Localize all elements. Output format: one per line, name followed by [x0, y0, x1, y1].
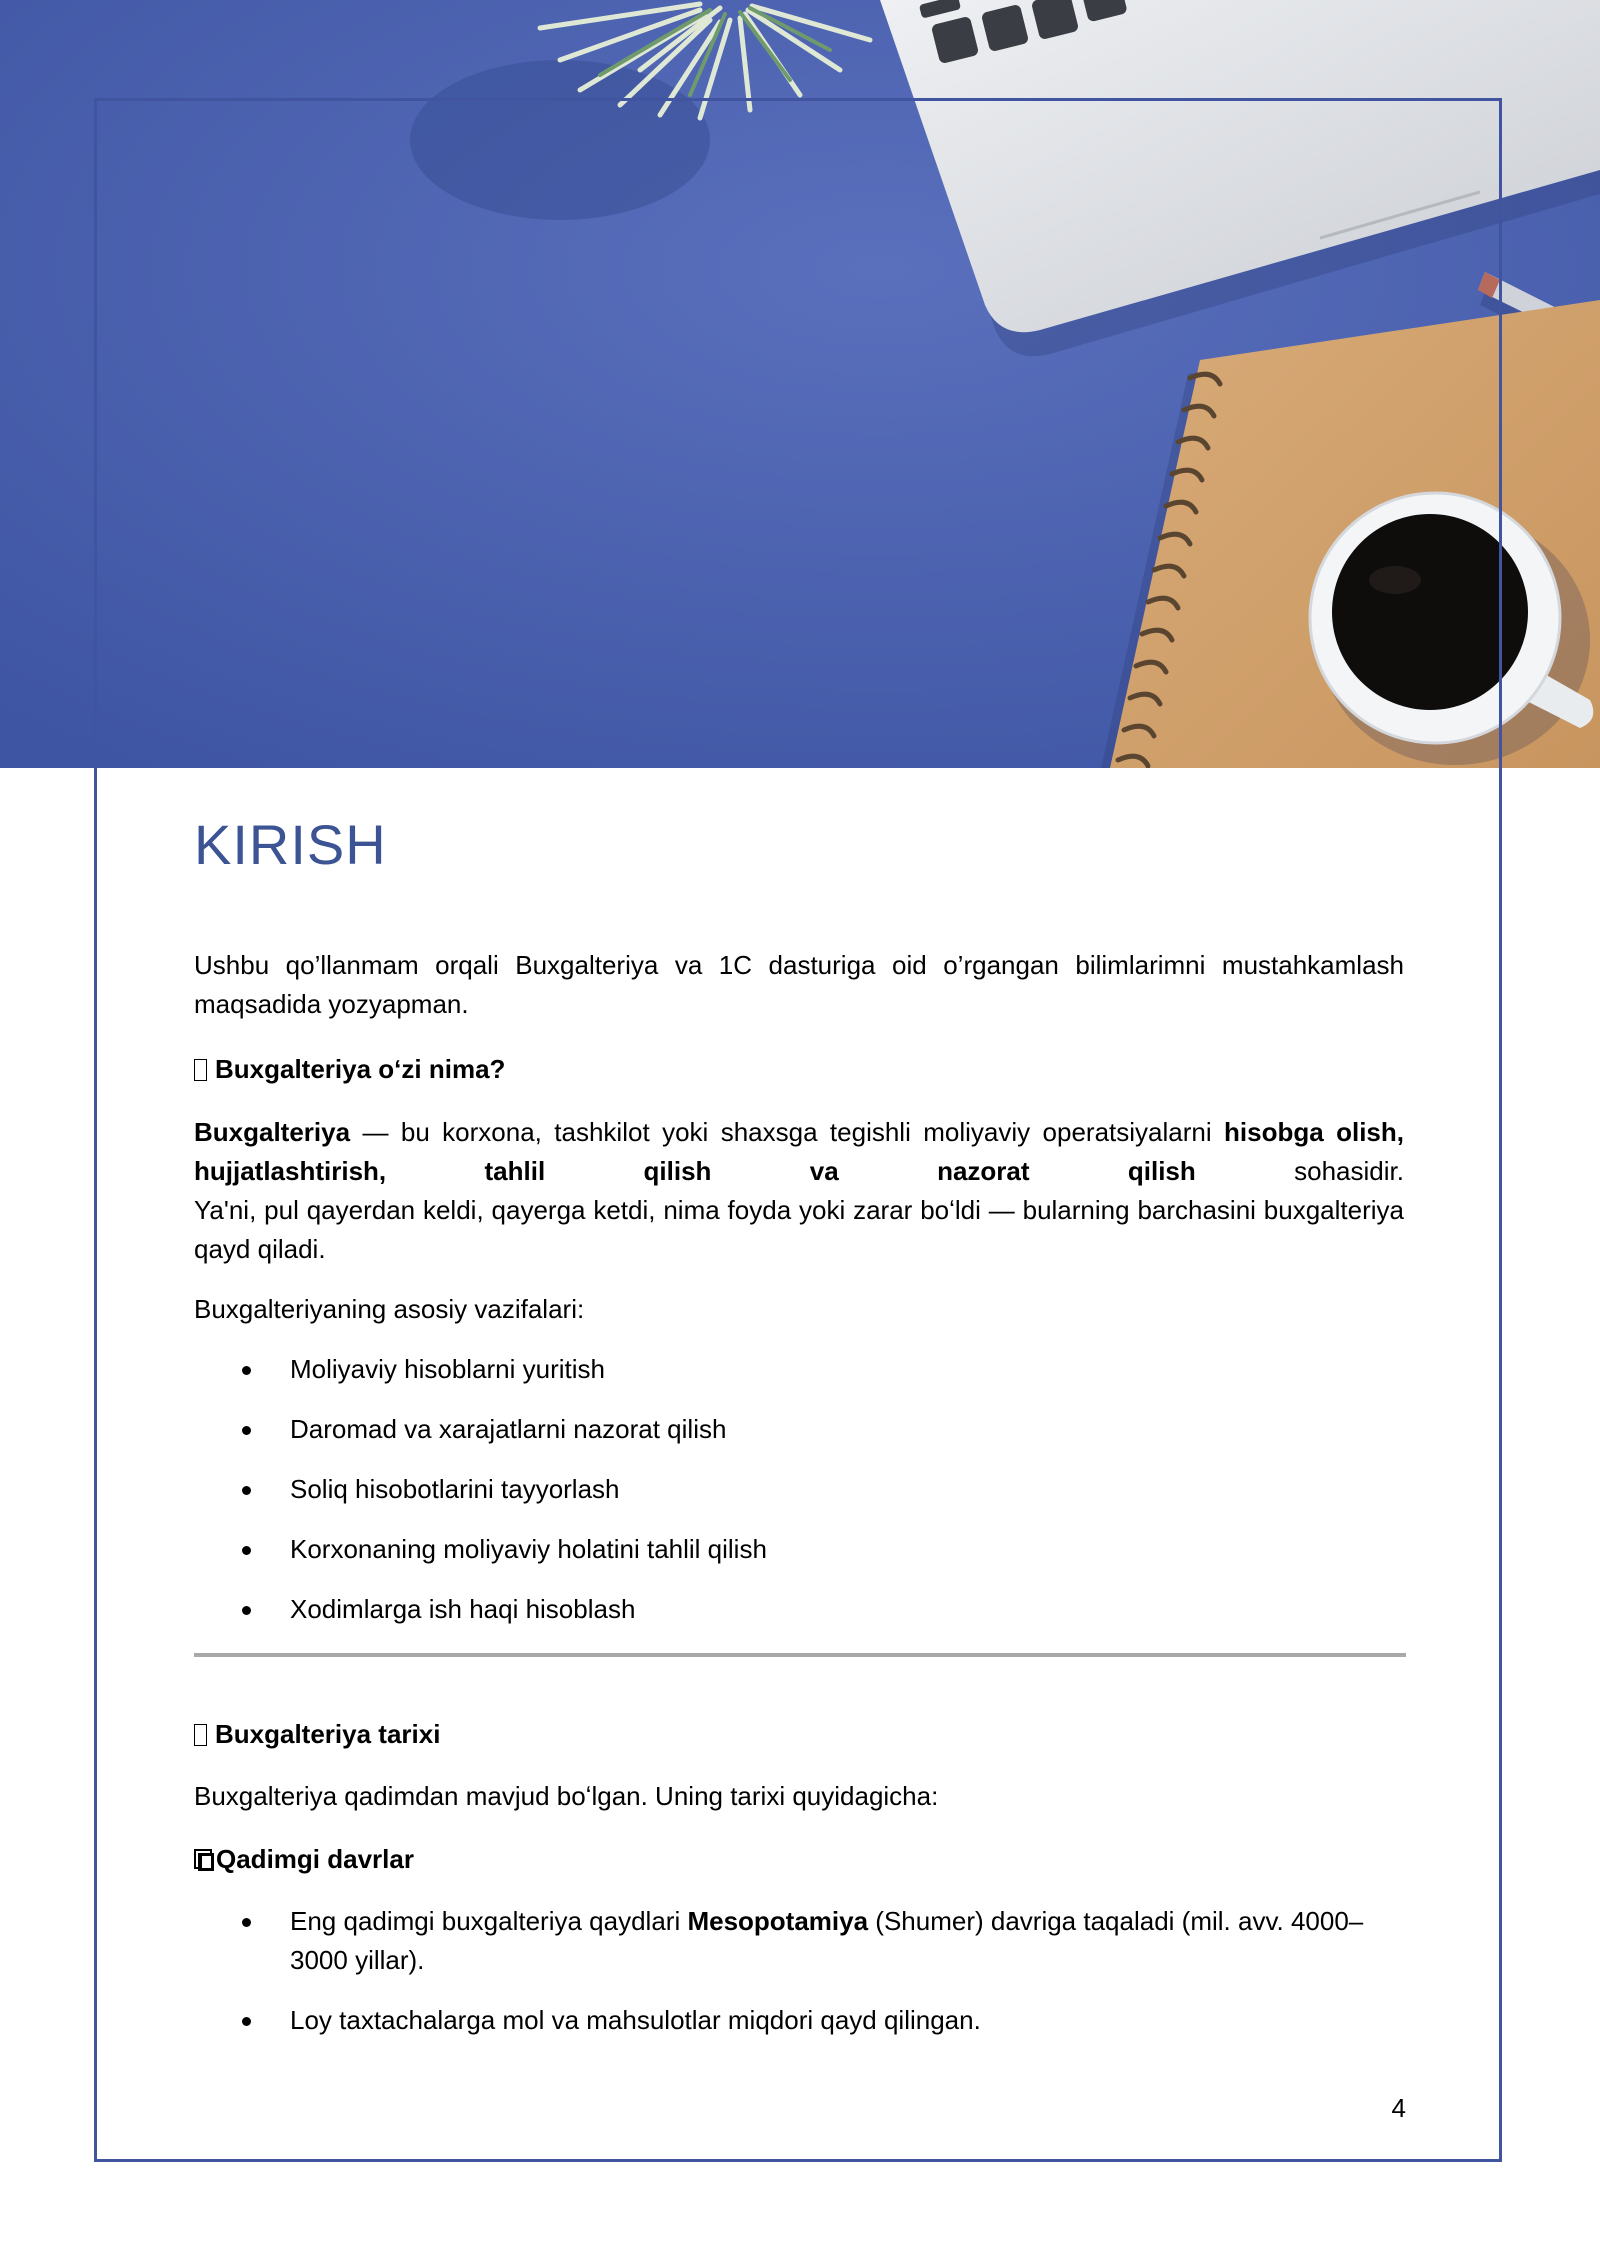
definition-explanation: Ya'ni, pul qayerdan keldi, qayerga ketdi, nima foyda yoki zarar boʻldi — bularning barchasini buxgalteriya qayd qiladi. — [194, 1195, 1404, 1264]
sub-heading-label: Qadimgi davrlar — [216, 1844, 414, 1874]
list-item-text: (Shumer) davriga taqaladi (mil. avv. 4000–3000 yillar). — [290, 1906, 1364, 1975]
list-item-bold: Mesopotamiya — [687, 1906, 869, 1936]
section-heading-label: Buxgalteriya oʻzi nima? — [215, 1054, 506, 1084]
sub-heading-ancient — [194, 1840, 1404, 1879]
section-heading-label: Buxgalteriya tarixi — [215, 1719, 441, 1749]
desk-illustration — [0, 0, 1600, 768]
list-item — [194, 1902, 1406, 1980]
hero-image — [0, 0, 1600, 768]
definition-bold: hisobga olish, hujjatlashtirish, tahlil qilish va nazorat qilish — [194, 1117, 1404, 1186]
missing-glyph-icon — [194, 1059, 207, 1081]
list-item: Korxonaning moliyaviy holatini tahlil qilish — [194, 1530, 1406, 1569]
definition-text-end: sohasidir. — [1195, 1156, 1404, 1186]
list-item-text: Eng qadimgi buxgalteriya qaydlari — [290, 1906, 688, 1936]
section-divider — [194, 1653, 1406, 1657]
section-heading-history — [194, 1715, 1404, 1754]
page-title: KIRISH — [194, 813, 387, 876]
definition-term: Buxgalteriya — [194, 1117, 351, 1147]
list-item: Daromad va xarajatlarni nazorat qilish — [194, 1410, 1406, 1449]
list-item: Loy taxtachalarga mol va mahsulotlar miqdori qayd qilingan. — [194, 2001, 1406, 2040]
list-item: Moliyaviy hisoblarni yuritish — [194, 1350, 1406, 1389]
history-list — [194, 1902, 1406, 2040]
definition-paragraph — [194, 1113, 1404, 1269]
tasks-intro: Buxgalteriyaning asosiy vazifalari: — [194, 1294, 585, 1324]
history-intro: Buxgalteriya qadimdan mavjud boʻlgan. Uning tarixi quyidagicha: — [194, 1781, 939, 1811]
missing-glyph-icon — [194, 1724, 207, 1746]
checkbox-glyph-icon — [194, 1849, 214, 1871]
intro-paragraph: Ushbu qo’llanmam orqali Buxgalteriya va 1C dasturiga oid o’rgangan bilimlarimni mustahkamlash maqsadida yozyapman. — [194, 950, 1404, 1019]
list-item: Xodimlarga ish haqi hisoblash — [194, 1590, 1406, 1629]
section-heading-what-is — [194, 1050, 1404, 1089]
page-number: 4 — [1391, 2093, 1406, 2123]
tasks-list — [194, 1350, 1406, 1629]
list-item: Soliq hisobotlarini tayyorlash — [194, 1470, 1406, 1509]
definition-text: — bu korxona, tashkilot yoki shaxsga tegishli moliyaviy operatsiyalarni — [350, 1117, 1225, 1147]
